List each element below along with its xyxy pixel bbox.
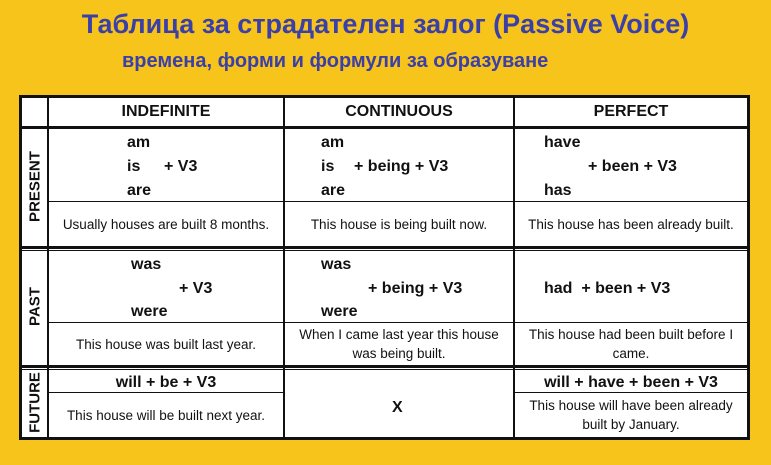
future-continuous-not-applicable: X [392,399,403,416]
future-perfect-formula: will + have + been + V3 [544,374,718,391]
present-perfect-example: This house has been already built. [528,216,734,232]
present-continuous-example: This house is being built now. [310,216,488,232]
column-header-perfect: PERFECT [593,103,669,120]
column-header-indefinite: INDEFINITE [121,103,211,120]
present-continuous-aux: is [321,158,335,175]
future-indefinite-example: This house will be built next year. [66,407,266,423]
page-subtitle: времена, форми и формули за образуване [122,50,549,72]
past-indefinite-formula: + V3 [179,280,213,297]
present-indefinite-aux: is [127,158,141,175]
passive-voice-table [19,95,750,440]
past-perfect-formula: had + been + V3 [544,280,671,297]
present-perfect-formula: + been + V3 [588,158,677,175]
row-label-present: PRESENT [26,151,44,222]
future-indefinite-formula: will + be + V3 [115,374,217,391]
present-perfect-aux: have [544,134,581,151]
present-continuous-aux: are [321,182,346,199]
row-label-past: PAST [26,287,44,326]
past-continuous-aux: were [321,303,358,320]
present-indefinite-example: Usually houses are built 8 months. [62,216,270,232]
row-label-future: FUTURE [26,372,44,433]
page-title: Таблица за страдателен залог (Passive Voice) [81,9,690,39]
past-indefinite-aux: was [131,256,162,273]
past-continuous-formula: + being + V3 [368,280,463,297]
present-indefinite-aux: am [127,134,151,151]
present-continuous-aux: am [321,134,345,151]
past-perfect-example: This house had been built before I came. [528,327,734,361]
present-perfect-aux: has [544,182,572,199]
past-indefinite-aux: were [131,303,168,320]
present-indefinite-formula: + V3 [164,158,198,175]
past-continuous-aux: was [321,256,352,273]
past-continuous-example: When I came last year this house was being built. [299,327,499,361]
column-header-continuous: CONTINUOUS [345,103,453,120]
present-indefinite-aux: are [127,182,152,199]
past-indefinite-example: This house was built last year. [75,336,257,352]
present-continuous-formula: + being + V3 [354,158,449,175]
future-perfect-example: This house will have been already built by January. [529,398,733,432]
